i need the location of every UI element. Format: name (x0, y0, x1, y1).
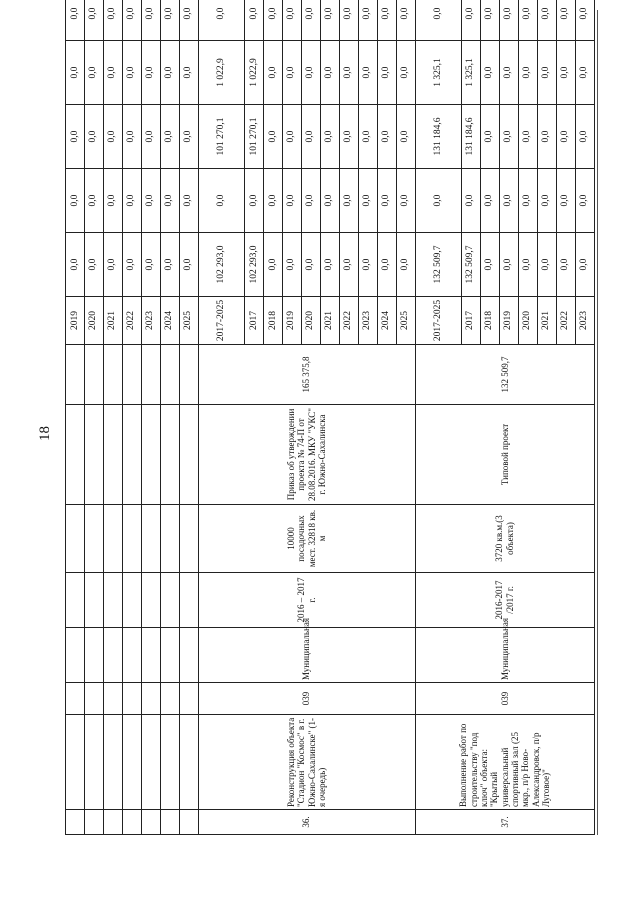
year-cell: 2023 (141, 297, 160, 345)
year-cell: 2017-2025 (415, 297, 461, 345)
value-cell: 0,0 (66, 233, 85, 297)
value-cell: 0,0 (263, 233, 282, 297)
value-cell: 0,0 (396, 105, 415, 169)
empty-cell (66, 628, 85, 683)
value-cell: 0,0 (518, 233, 537, 297)
year-cell: 2022 (556, 297, 575, 345)
year-cell: 2019 (282, 297, 301, 345)
value-cell: 0,0 (499, 0, 518, 41)
year-cell: 2019 (499, 297, 518, 345)
value-cell: 0,0 (575, 41, 594, 105)
empty-cell (84, 505, 103, 573)
empty-cell (141, 405, 160, 505)
year-cell: 2017-2025 (198, 297, 244, 345)
value-cell: 102 293,0 (245, 233, 264, 297)
empty-cell (103, 345, 122, 405)
value-cell: 0,0 (263, 0, 282, 41)
value-cell: 1 022,9 (245, 41, 264, 105)
value-cell: 0,0 (499, 233, 518, 297)
value-cell: 0,0 (245, 0, 264, 41)
empty-cell (84, 810, 103, 835)
project-document: Типовой проект (415, 405, 594, 505)
value-cell: 0,0 (537, 0, 556, 41)
value-cell: 0,0 (377, 41, 396, 105)
project-row (415, 0, 461, 835)
value-cell: 0,0 (179, 41, 198, 105)
empty-cell (103, 715, 122, 810)
value-cell: 1 022,9 (198, 41, 244, 105)
empty-cell (66, 810, 85, 835)
year-cell: 2020 (84, 297, 103, 345)
empty-cell (122, 683, 141, 715)
empty-cell (103, 810, 122, 835)
empty-cell (66, 405, 85, 505)
value-cell: 0,0 (141, 169, 160, 233)
value-cell: 0,0 (320, 169, 339, 233)
value-cell: 0,0 (282, 233, 301, 297)
empty-cell (122, 628, 141, 683)
empty-cell (179, 405, 198, 505)
year-cell: 2024 (160, 297, 179, 345)
value-cell: 0,0 (575, 169, 594, 233)
value-cell: 0,0 (339, 105, 358, 169)
year-cell: 2025 (179, 297, 198, 345)
empty-cell (179, 573, 198, 628)
empty-cell (160, 405, 179, 505)
project-cost: 132 509,7 (415, 345, 594, 405)
value-cell: 0,0 (415, 0, 461, 41)
project-cost: 165 375,8 (198, 345, 415, 405)
value-cell: 132 509,7 (461, 233, 480, 297)
value-cell: 0,0 (480, 105, 499, 169)
value-cell: 131 184,6 (461, 105, 480, 169)
value-cell: 0,0 (339, 233, 358, 297)
value-cell: 0,0 (556, 41, 575, 105)
value-cell: 0,0 (282, 41, 301, 105)
empty-cell (103, 405, 122, 505)
value-cell: 1 325,1 (461, 41, 480, 105)
value-cell: 0,0 (320, 0, 339, 41)
value-cell: 101 270,1 (198, 105, 244, 169)
value-cell: 0,0 (537, 105, 556, 169)
year-cell: 2017 (245, 297, 264, 345)
value-cell: 0,0 (396, 0, 415, 41)
empty-cell (103, 628, 122, 683)
empty-cell (179, 345, 198, 405)
empty-cell (179, 683, 198, 715)
value-cell: 0,0 (415, 169, 461, 233)
project-row (198, 0, 244, 835)
value-cell: 0,0 (160, 0, 179, 41)
value-cell: 0,0 (122, 233, 141, 297)
value-cell: 0,0 (301, 233, 320, 297)
value-cell: 0,0 (160, 41, 179, 105)
project-document: Приказ об утверждении проекта № 74-П от 28.08.2016. МКУ "УКС" г. Южно-Сахалинска (198, 405, 415, 505)
value-cell: 0,0 (339, 169, 358, 233)
investment-table (65, 0, 595, 835)
value-cell: 0,0 (160, 105, 179, 169)
value-cell: 0,0 (461, 0, 480, 41)
empty-cell (66, 573, 85, 628)
value-cell: 0,0 (84, 41, 103, 105)
empty-cell (122, 715, 141, 810)
value-cell: 0,0 (377, 169, 396, 233)
value-cell: 0,0 (141, 0, 160, 41)
value-cell: 0,0 (301, 105, 320, 169)
value-cell: 0,0 (245, 169, 264, 233)
empty-cell (84, 345, 103, 405)
empty-cell (141, 810, 160, 835)
empty-cell (84, 405, 103, 505)
table-row (179, 0, 198, 835)
value-cell: 0,0 (339, 0, 358, 41)
table-row (160, 0, 179, 835)
project-capacity: 3720 кв.м.(3 объекта) (415, 505, 594, 573)
empty-cell (66, 505, 85, 573)
year-cell: 2021 (103, 297, 122, 345)
empty-cell (122, 573, 141, 628)
project-name: Реконструкция объекта "Стадион "Космос" в г. Южно-Сахалинске" (1-я очередь) (198, 715, 415, 810)
value-cell: 0,0 (377, 105, 396, 169)
empty-cell (141, 505, 160, 573)
value-cell: 0,0 (518, 169, 537, 233)
table-row (141, 0, 160, 835)
value-cell: 0,0 (320, 105, 339, 169)
value-cell: 131 184,6 (415, 105, 461, 169)
value-cell: 0,0 (301, 0, 320, 41)
project-code: 039 (198, 683, 415, 715)
value-cell: 0,0 (499, 41, 518, 105)
empty-cell (179, 628, 198, 683)
empty-cell (84, 715, 103, 810)
year-cell: 2019 (66, 297, 85, 345)
project-owner: Муниципальная (198, 628, 415, 683)
empty-cell (179, 505, 198, 573)
empty-cell (84, 573, 103, 628)
value-cell: 0,0 (575, 105, 594, 169)
value-cell: 0,0 (556, 233, 575, 297)
empty-cell (66, 345, 85, 405)
value-cell: 0,0 (358, 233, 377, 297)
table-row (84, 0, 103, 835)
year-cell: 2021 (320, 297, 339, 345)
value-cell: 0,0 (160, 169, 179, 233)
empty-cell (66, 683, 85, 715)
value-cell: 0,0 (575, 0, 594, 41)
year-cell: 2025 (396, 297, 415, 345)
value-cell: 0,0 (320, 41, 339, 105)
value-cell: 0,0 (480, 233, 499, 297)
value-cell: 0,0 (396, 233, 415, 297)
value-cell: 0,0 (518, 0, 537, 41)
year-cell: 2024 (377, 297, 396, 345)
value-cell: 0,0 (301, 169, 320, 233)
year-cell: 2023 (358, 297, 377, 345)
value-cell: 0,0 (537, 41, 556, 105)
empty-cell (122, 345, 141, 405)
empty-cell (103, 505, 122, 573)
value-cell: 0,0 (339, 41, 358, 105)
year-cell: 2020 (518, 297, 537, 345)
empty-cell (179, 715, 198, 810)
year-cell: 2017 (461, 297, 480, 345)
year-cell: 2018 (263, 297, 282, 345)
empty-cell (160, 573, 179, 628)
value-cell: 0,0 (122, 0, 141, 41)
value-cell: 0,0 (556, 105, 575, 169)
value-cell: 0,0 (282, 169, 301, 233)
empty-cell (122, 810, 141, 835)
value-cell: 0,0 (480, 0, 499, 41)
value-cell: 0,0 (84, 169, 103, 233)
value-cell: 0,0 (461, 169, 480, 233)
empty-cell (66, 715, 85, 810)
value-cell: 0,0 (122, 105, 141, 169)
project-period: 2016 – 2017 г. (198, 573, 415, 628)
table-row (122, 0, 141, 835)
value-cell: 0,0 (103, 0, 122, 41)
value-cell: 0,0 (537, 169, 556, 233)
year-cell: 2018 (480, 297, 499, 345)
year-cell: 2023 (575, 297, 594, 345)
value-cell: 0,0 (537, 233, 556, 297)
value-cell: 0,0 (263, 169, 282, 233)
table-row (103, 0, 122, 835)
table-bottom-edge (597, 10, 598, 835)
value-cell: 0,0 (518, 105, 537, 169)
project-capacity: 10000 посадочных мест. 32818 кв. м (198, 505, 415, 573)
value-cell: 0,0 (141, 233, 160, 297)
value-cell: 0,0 (358, 41, 377, 105)
empty-cell (103, 573, 122, 628)
empty-cell (141, 628, 160, 683)
value-cell: 0,0 (396, 41, 415, 105)
project-code: 039 (415, 683, 594, 715)
page-number: 18 (37, 426, 53, 441)
value-cell: 0,0 (263, 41, 282, 105)
value-cell: 101 270,1 (245, 105, 264, 169)
value-cell: 0,0 (396, 169, 415, 233)
value-cell: 0,0 (575, 233, 594, 297)
value-cell: 1 325,1 (415, 41, 461, 105)
year-cell: 2020 (301, 297, 320, 345)
value-cell: 0,0 (66, 0, 85, 41)
value-cell: 0,0 (179, 0, 198, 41)
value-cell: 0,0 (198, 0, 244, 41)
year-cell: 2022 (339, 297, 358, 345)
value-cell: 0,0 (122, 169, 141, 233)
value-cell: 0,0 (141, 41, 160, 105)
empty-cell (160, 505, 179, 573)
empty-cell (141, 573, 160, 628)
value-cell: 0,0 (282, 0, 301, 41)
value-cell: 0,0 (103, 105, 122, 169)
value-cell: 0,0 (499, 105, 518, 169)
value-cell: 0,0 (358, 169, 377, 233)
value-cell: 0,0 (320, 233, 339, 297)
value-cell: 0,0 (84, 0, 103, 41)
empty-cell (141, 683, 160, 715)
project-number: 37. (415, 810, 594, 835)
value-cell: 0,0 (122, 41, 141, 105)
table-row (66, 0, 85, 835)
value-cell: 0,0 (84, 233, 103, 297)
year-cell: 2021 (537, 297, 556, 345)
project-name: Выполнение работ по строительству "под ключ" объекта: "Крытый универсальный спортивный зал (25 мкр., п/р Ново-Александровск, п/р Луговое)" (415, 715, 594, 810)
empty-cell (141, 715, 160, 810)
value-cell: 0,0 (499, 169, 518, 233)
value-cell: 0,0 (103, 169, 122, 233)
empty-cell (141, 345, 160, 405)
value-cell: 0,0 (358, 105, 377, 169)
project-number: 36. (198, 810, 415, 835)
empty-cell (103, 683, 122, 715)
value-cell: 0,0 (480, 41, 499, 105)
value-cell: 0,0 (66, 105, 85, 169)
value-cell: 0,0 (480, 169, 499, 233)
value-cell: 102 293,0 (198, 233, 244, 297)
value-cell: 0,0 (103, 41, 122, 105)
empty-cell (160, 810, 179, 835)
empty-cell (160, 683, 179, 715)
project-period: 2016-2017 /2017 г. (415, 573, 594, 628)
value-cell: 0,0 (141, 105, 160, 169)
value-cell: 0,0 (179, 233, 198, 297)
empty-cell (122, 505, 141, 573)
value-cell: 0,0 (160, 233, 179, 297)
value-cell: 0,0 (263, 105, 282, 169)
empty-cell (84, 628, 103, 683)
value-cell: 0,0 (358, 0, 377, 41)
project-owner: Муниципальная (415, 628, 594, 683)
value-cell: 0,0 (518, 41, 537, 105)
rotated-table-sheet (65, 7, 615, 835)
value-cell: 0,0 (377, 0, 396, 41)
value-cell: 0,0 (179, 105, 198, 169)
value-cell: 0,0 (103, 233, 122, 297)
value-cell: 0,0 (198, 169, 244, 233)
value-cell: 0,0 (556, 0, 575, 41)
value-cell: 0,0 (282, 105, 301, 169)
value-cell: 132 509,7 (415, 233, 461, 297)
value-cell: 0,0 (301, 41, 320, 105)
value-cell: 0,0 (84, 105, 103, 169)
year-cell: 2022 (122, 297, 141, 345)
value-cell: 0,0 (179, 169, 198, 233)
empty-cell (122, 405, 141, 505)
value-cell: 0,0 (377, 233, 396, 297)
empty-cell (179, 810, 198, 835)
value-cell: 0,0 (66, 41, 85, 105)
value-cell: 0,0 (556, 169, 575, 233)
empty-cell (84, 683, 103, 715)
empty-cell (160, 345, 179, 405)
empty-cell (160, 628, 179, 683)
value-cell: 0,0 (66, 169, 85, 233)
empty-cell (160, 715, 179, 810)
